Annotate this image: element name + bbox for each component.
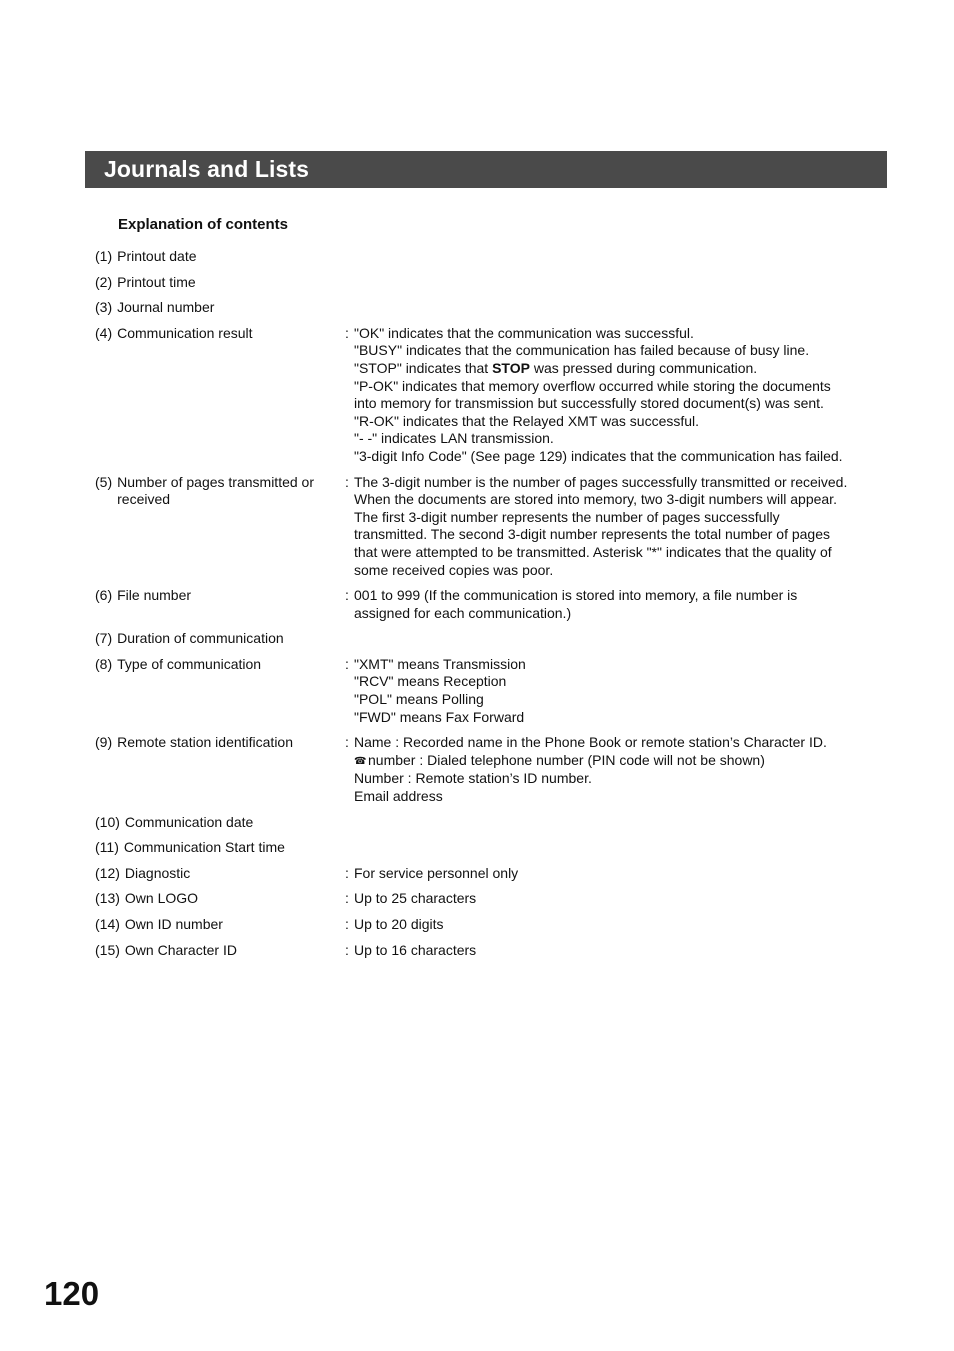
description-lines: [354, 325, 875, 466]
item-number: (10): [95, 813, 120, 830]
item-label: [95, 890, 345, 908]
list-item: [95, 865, 875, 883]
description-line: [354, 360, 875, 378]
colon-separator: :: [345, 864, 349, 881]
description-line: Up to 16 characters: [354, 941, 477, 958]
description-line: Up to 20 digits: [354, 916, 444, 932]
list-item: [95, 656, 875, 726]
stop-key-label: STOP: [492, 359, 530, 376]
description-line: "R-OK" indicates that the Relayed XMT was successful.: [354, 412, 700, 429]
description-line: "XMT" means Transmission: [354, 655, 526, 672]
colon-separator: :: [345, 655, 349, 672]
item-label-text: Number of pages transmitted or received: [117, 473, 314, 508]
item-label-text: Communication result: [117, 324, 253, 341]
colon-separator: :: [345, 473, 349, 490]
item-label-text: Printout date: [117, 248, 197, 264]
item-label-text: Type of communication: [117, 655, 262, 672]
description-lines: [354, 865, 875, 883]
description-text: number : Dialed telephone number (PIN code will not be shown): [368, 751, 765, 768]
colon-separator: :: [345, 890, 349, 907]
colon-separator: :: [345, 587, 349, 604]
description-line: "RCV" means Reception: [354, 673, 507, 690]
colon-separator: :: [345, 941, 349, 958]
item-label-text: Diagnostic: [124, 864, 191, 881]
item-description: [345, 587, 875, 622]
list-item: [95, 248, 875, 266]
description-line: Email address: [354, 788, 443, 805]
description-line: that were attempted to be transmitted. Asterisk "*" indicates that the quality of: [354, 543, 832, 560]
description-line: When the documents are stored into memory, two 3-digit numbers will appear.: [354, 491, 837, 508]
description-line: Name : Recorded name in the Phone Book or remote station’s Character ID.: [354, 734, 827, 751]
item-label: [95, 299, 345, 317]
item-label: [95, 916, 345, 934]
description-line: [354, 752, 875, 771]
item-label-text: Printout time: [117, 273, 196, 290]
description-line: "OK" indicates that the communication was successful.: [354, 324, 694, 341]
item-description: [345, 474, 875, 580]
description-line: transmitted. The second 3-digit number represents the total number of pages: [354, 526, 831, 543]
description-line: some received copies was poor.: [354, 561, 554, 578]
colon-separator: :: [345, 324, 349, 341]
item-label-text: File number: [117, 587, 192, 604]
item-number: (3): [95, 299, 113, 316]
list-item: [95, 274, 875, 292]
item-label: [95, 865, 345, 883]
item-number: (7): [95, 630, 113, 647]
description-text: was pressed during communication.: [529, 359, 758, 376]
phone-icon: ☎: [354, 755, 367, 767]
description-lines: [354, 890, 875, 908]
list-item: [95, 325, 875, 466]
item-label-text: Duration of communication: [117, 630, 284, 647]
item-number: (1): [95, 248, 113, 264]
description-line: "P-OK" indicates that memory overflow occurred while storing the documents: [354, 377, 831, 394]
item-label-text: Own ID number: [124, 916, 223, 932]
item-description: [345, 916, 875, 934]
item-description: [345, 890, 875, 908]
list-item: [95, 734, 875, 805]
item-label: [95, 839, 345, 857]
item-number: (11): [95, 839, 119, 856]
list-item: [95, 630, 875, 648]
page-title: Journals and Lists: [104, 156, 310, 182]
item-number: (2): [95, 273, 113, 290]
description-line: The 3-digit number is the number of pages successfully transmitted or received.: [354, 473, 848, 490]
list-item: [95, 839, 875, 857]
item-description: [345, 325, 875, 466]
page-number: 120: [44, 1275, 100, 1312]
item-label: [95, 734, 345, 805]
list-item: [95, 916, 875, 934]
item-label: [95, 814, 345, 832]
item-description: [345, 734, 875, 805]
item-label: [95, 474, 345, 580]
item-label: [95, 656, 345, 726]
description-line: Number : Remote station’s ID number.: [354, 770, 592, 787]
item-number: (9): [95, 734, 113, 751]
description-line: "3-digit Info Code" (See page 129) indicates that the communication has failed.: [354, 447, 843, 464]
item-label-text: Journal number: [117, 299, 215, 316]
contents-list: [95, 248, 875, 967]
colon-separator: :: [345, 734, 349, 751]
item-label-text: Communication date: [124, 813, 254, 830]
item-label: [95, 942, 345, 960]
item-number: (13): [95, 890, 120, 907]
description-lines: [354, 656, 875, 726]
item-number: (5): [95, 473, 113, 490]
item-number: (8): [95, 655, 113, 672]
description-line: "BUSY" indicates that the communication has failed because of busy line.: [354, 342, 810, 359]
description-line: Up to 25 characters: [354, 890, 477, 907]
item-label: [95, 630, 345, 648]
list-item: [95, 942, 875, 960]
item-description: [345, 656, 875, 726]
description-line: The first 3-digit number represents the number of pages successfully: [354, 508, 780, 525]
description-line: For service personnel only: [354, 864, 519, 881]
colon-separator: :: [345, 916, 349, 932]
list-item: [95, 814, 875, 832]
description-lines: [354, 942, 875, 960]
list-item: [95, 299, 875, 317]
list-item: [95, 890, 875, 908]
item-label: [95, 248, 345, 266]
section-title: Explanation of contents: [118, 216, 289, 233]
description-lines: [354, 734, 875, 805]
item-number: (14): [95, 916, 120, 932]
item-label-text: Remote station identification: [117, 734, 293, 751]
description-text: "STOP" indicates that: [354, 359, 493, 376]
description-line: 001 to 999 (If the communication is stored into memory, a file number is: [354, 587, 798, 604]
item-number: (12): [95, 864, 120, 881]
description-line: into memory for transmission but successfully stored document(s) was sent.: [354, 395, 824, 412]
item-description: [345, 865, 875, 883]
item-label: [95, 325, 345, 466]
item-label-text: Communication Start time: [123, 839, 285, 856]
description-line: "POL" means Polling: [354, 691, 484, 708]
item-number: (6): [95, 587, 113, 604]
header-bar: [85, 151, 887, 188]
item-label: [95, 274, 345, 292]
description-line: "FWD" means Fax Forward: [354, 708, 525, 725]
list-item: [95, 587, 875, 622]
description-lines: [354, 587, 875, 622]
item-label-text: Own Character ID: [124, 941, 237, 958]
list-item: [95, 474, 875, 580]
description-line: assigned for each communication.): [354, 604, 572, 621]
description-lines: [354, 474, 875, 580]
item-description: [345, 942, 875, 960]
item-label: [95, 587, 345, 622]
description-lines: [354, 916, 875, 934]
description-line: "- -" indicates LAN transmission.: [354, 430, 554, 447]
item-number: (15): [95, 941, 120, 958]
item-number: (4): [95, 324, 113, 341]
item-label-text: Own LOGO: [124, 890, 199, 907]
